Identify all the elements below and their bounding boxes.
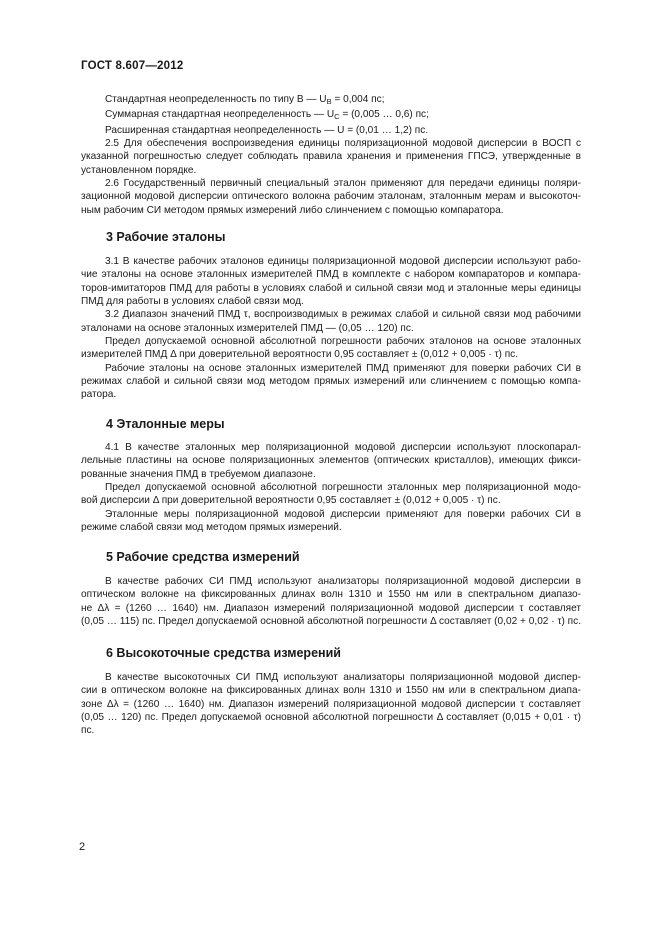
paragraph-2-6: 2.6 Государственный первичный специальный эталон применяют для передачи единицы поляри- зационной модовой дисперсии оптического волокна рабочим эталонам, эталонным мерам и высокоточ- ным рабочим СИ методом прямых измерений либо слинчением с помощью компаратора. <box>81 178 581 216</box>
paragraph-3-3: Предел допускаемой основной абсолютной погрешности рабочих эталонов на основе эталонных измерителей ПМД Δ при доверительной вероятности 0,95 составляет ± (0,012 + 0,005 · τ) пс. <box>81 336 581 361</box>
uncertainty-combined: Суммарная стандартная неопределенность — $U_C = (0,005$ … 0,6) пс; <box>105 109 429 122</box>
uncertainty-type-b: Стандартная неопределенность по типу B — $U_B = 0,004$ пс; <box>105 94 385 106</box>
paragraph-4-3: Эталонные меры поляризационной модовой дисперсии применяют для поверки рабочих СИ в режиме слабой связи мод методом прямых измерений. <box>81 508 581 534</box>
intro-section <box>81 93 581 217</box>
document-header: ГОСТ 8.607—2012 <box>81 60 184 72</box>
section-3-body <box>81 255 581 402</box>
section-6-body: В качестве высокоточных СИ ПМД используют анализаторы поляризационной модовой диспер- сии в оптическом волокне на фиксированных длинах волн 1310 и 1550 нм или в спектральном диапа- зоне Δλ = (1260 … 1640) нм. Диапазон измерений поляризационной модовой дисперсии τ составляет (0,05 … 120) пс. Предел допускаемой основной абсолютной погрешности Δ составляет (0,015 + 0,01 · τ) пс. <box>81 672 581 737</box>
page-number: 2 <box>79 841 86 853</box>
section-5-body: В качестве рабочих СИ ПМД используют анализаторы поляризационной модовой дисперсии в оптическом волокне на фиксированных длинах волн 1310 и 1550 нм или в спектральном диапазо- не Δλ = (1260 … 1640) нм. Диапазон измерений поляризационной модовой дисперсии τ составляет (0,05 … 115) пс. Предел допускаемой основной абсолютной погрешности Δ составляет (0,02 + 0,02 · τ) пс. <box>81 576 581 628</box>
section-4-heading: 4 Эталонные меры <box>106 417 225 431</box>
section-5-heading: 5 Рабочие средства измерений <box>106 550 300 564</box>
section-6-heading: 6 Высокоточные средства измерений <box>106 646 341 660</box>
section-4-body <box>81 441 581 534</box>
paragraph-4-1: 4.1 В качестве эталонных мер поляризационной модовой дисперсии используют плоскопарал- лельные пластины на основе поляризационных элементов (оптических кристаллов), имеющих фикси- рованные значения ПМД в требуемом диапазоне. <box>81 442 581 480</box>
paragraph-3-4: Рабочие эталоны на основе эталонных измерителей ПМД применяют для поверки рабочих СИ в режимах слабой и сильной связи мод методом прямых измерений или слинчением с помощью компа- ратора. <box>81 362 581 401</box>
paragraph-4-2: Предел допускаемой основной абсолютной погрешности эталонных мер поляризационной модо- вой дисперсии Δ при доверительной вероятности 0,95 составляет ± (0,012 + 0,005 · τ) пс. <box>81 482 581 507</box>
section-3-heading: 3 Рабочие эталоны <box>106 230 226 244</box>
paragraph-2-5: 2.5 Для обеспечения воспроизведения единицы поляризационной модовой дисперсии в ВОСП с указанной погрешностью следует соблюдать правила хранения и применения ГПСЭ, утвержденные в установленном порядке. <box>81 138 581 176</box>
paragraph-3-1: 3.1 В качестве рабочих эталонов единицы поляризационной модовой дисперсии используют рабо- чие эталоны на основе эталонных измерителей ПМД в комплекте с набором компараторов и компара- торов-имитаторов ПМД для работы в условиях слабой и сильной связи мод и эталонные меры единицы ПМД для работы в условиях слабой связи мод. <box>81 256 581 308</box>
paragraph-3-2: 3.2 Диапазон значений ПМД τ, воспроизводимых в режимах слабой и сильной связи мод рабочими эталонами на основе эталонных измерителей ПМД — (0,05 … 120) пс. <box>81 309 581 334</box>
uncertainty-expanded: Расширенная стандартная неопределенность — U = (0,01 … 1,2) пс. <box>105 124 429 136</box>
